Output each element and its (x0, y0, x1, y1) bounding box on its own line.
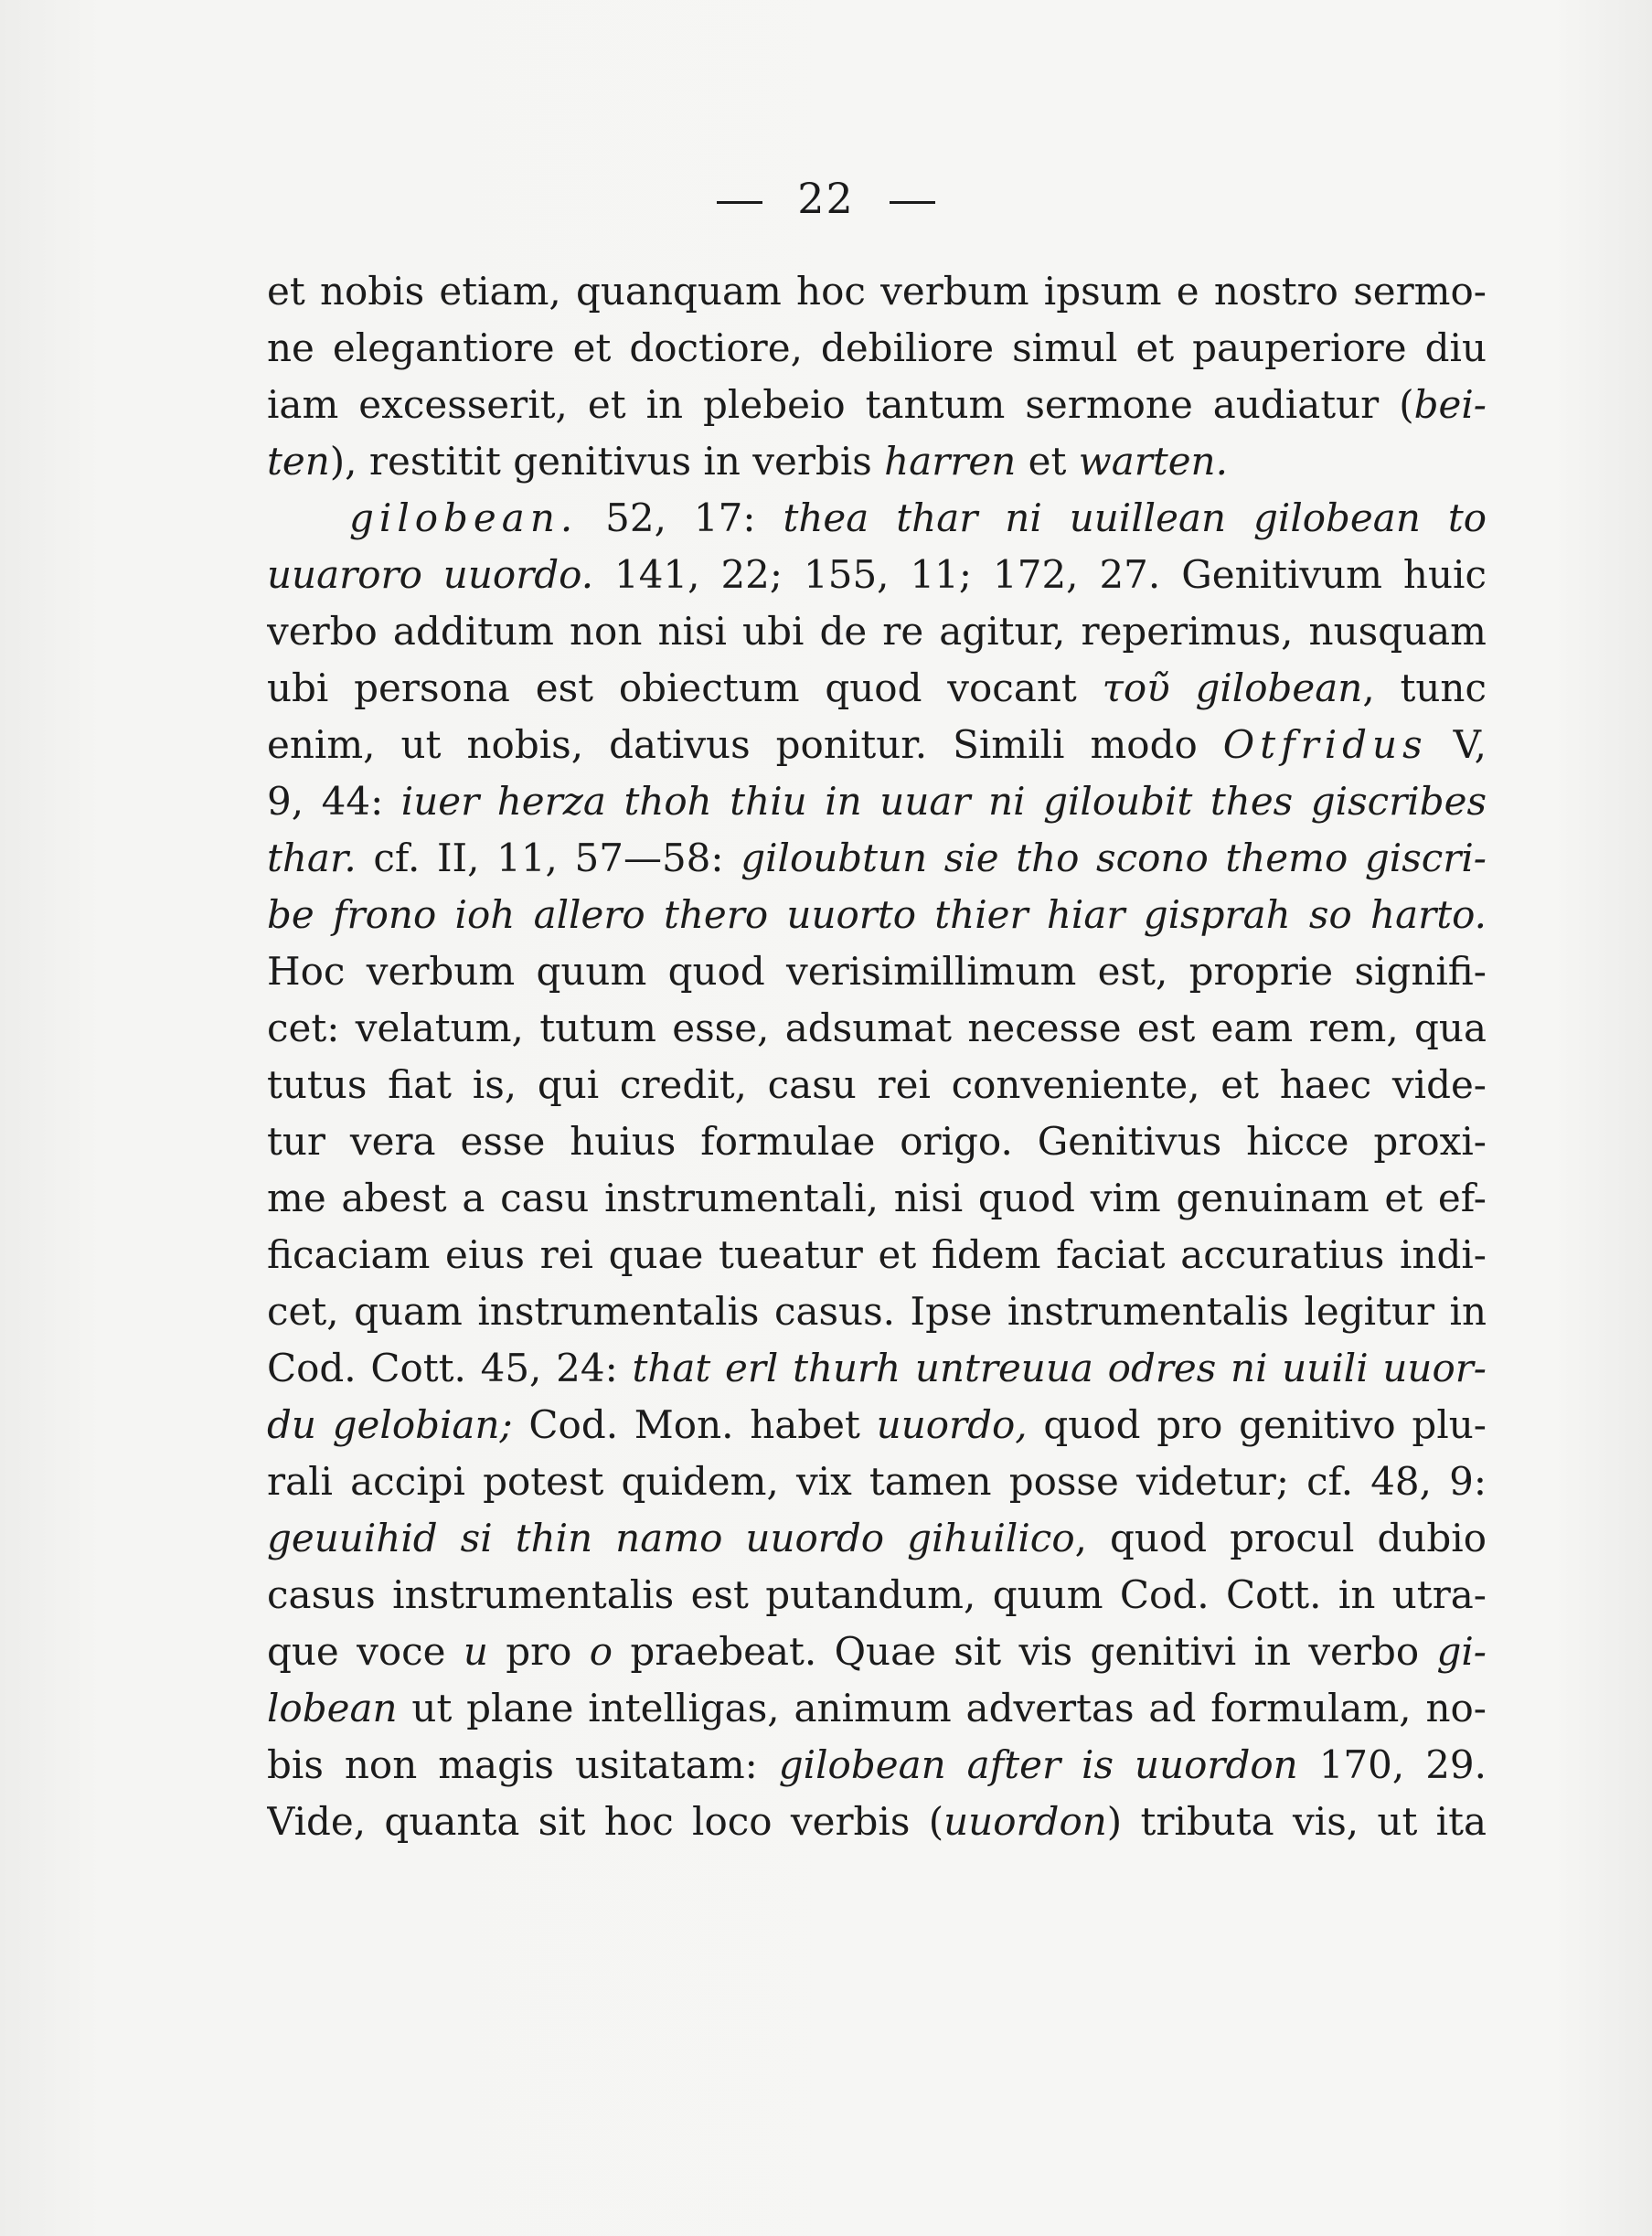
text-run: et nobis etiam, quanquam hoc verbum ipsum e nostro sermo- (267, 269, 1487, 314)
italic-run: τοῦ gilobean (1102, 665, 1363, 710)
italic-run: be frono ioh allero thero uuorto thier hiar gisprah so harto. (267, 892, 1487, 937)
text-line (267, 1680, 1487, 1737)
text-line (267, 1737, 1487, 1794)
text-line (267, 263, 1487, 320)
text-run: ), restitit genitivus in verbis (329, 439, 885, 484)
italic-run: lobean (267, 1686, 398, 1730)
text-run: praebeat. Quae sit vis genitivi in verbo (613, 1629, 1437, 1674)
text-run: que voce (267, 1629, 464, 1674)
text-run: et (1016, 439, 1079, 484)
text-line (267, 660, 1487, 717)
text-run: ut plane intelligas, animum advertas ad formulam, no- (397, 1686, 1487, 1730)
text-run: 52, 17: (578, 495, 783, 540)
text-run: verbo additum non nisi ubi de re agitur, reperimus, nusquam (267, 609, 1487, 654)
text-line (267, 547, 1487, 603)
text-run: , quod procul dubio (1074, 1516, 1487, 1560)
text-line (267, 887, 1487, 943)
italic-run: uuordon (943, 1799, 1107, 1844)
italic-run: ten (267, 439, 330, 484)
italic-run: bei- (1413, 382, 1487, 427)
header-dash-left (717, 201, 762, 204)
text-run: 141, 22; 155, 11; 172, 27. Genitivum huic (593, 552, 1487, 597)
text-run: Vide, quanta sit hoc loco verbis ( (267, 1799, 944, 1844)
text-line (267, 717, 1487, 773)
text-run: , tunc (1362, 665, 1487, 710)
text-run: cf. II, 11, 57—58: (356, 836, 741, 880)
text-run: Cod. Cott. 45, 24: (267, 1346, 633, 1390)
text-run: Cod. Mon. habet (512, 1402, 877, 1447)
text-line (267, 603, 1487, 660)
page-header (0, 174, 1652, 223)
text-line (267, 1453, 1487, 1510)
text-run: tutus fiat is, qui credit, casu rei conveniente, et haec vide- (267, 1062, 1487, 1107)
text-run: rali accipi potest quidem, vix tamen posse videtur; cf. 48, 9: (267, 1459, 1487, 1504)
text-run: ) tributa vis, ut ita (1106, 1799, 1487, 1844)
italic-run: giloubtun sie tho scono themo giscri- (741, 836, 1487, 880)
text-run: cet, quam instrumentalis casus. Ipse instrumentalis legitur in (267, 1289, 1487, 1334)
text-line (267, 433, 1487, 490)
text-run: Hoc verbum quum quod verisimillimum est, proprie signifi- (267, 949, 1487, 994)
italic-run: uuordo, (876, 1402, 1028, 1447)
italic-run: Otfridus (1222, 722, 1428, 767)
italic-run: thea thar ni uuillean gilobean to (783, 495, 1487, 540)
text-run: 9, 44: (267, 779, 401, 824)
text-line (267, 377, 1487, 433)
italic-run: harren (884, 439, 1017, 484)
text-run: enim, ut nobis, dativus ponitur. Simili modo (267, 722, 1223, 767)
text-line (267, 320, 1487, 377)
text-line (267, 1794, 1487, 1850)
italic-run: gilobean. (349, 495, 579, 540)
text-run: ficaciam eius rei quae tueatur et fidem faciat accuratius indi- (267, 1232, 1487, 1277)
page-number: 22 (797, 174, 855, 223)
text-line (267, 1227, 1487, 1283)
text-run: 170, 29. (1297, 1742, 1487, 1787)
text-run: quod pro genitivo plu- (1027, 1402, 1487, 1447)
text-run: pro (487, 1629, 590, 1674)
italic-run: gi- (1436, 1629, 1487, 1674)
italic-run: o (589, 1629, 613, 1674)
italic-run: du gelobian; (267, 1402, 513, 1447)
header-dash-right (890, 201, 935, 204)
text-run: me abest a casu instrumentali, nisi quod vim genuinam et ef- (267, 1176, 1487, 1220)
italic-run: gilobean after is uuordon (778, 1742, 1298, 1787)
text-run: cet: velatum, tutum esse, adsumat necesse est eam rem, qua (267, 1006, 1487, 1050)
text-line (267, 1057, 1487, 1113)
text-line (267, 773, 1487, 830)
text-line (267, 1510, 1487, 1567)
text-line (267, 943, 1487, 1000)
text-line (267, 1340, 1487, 1397)
text-line (267, 1567, 1487, 1624)
italic-run: u (463, 1629, 488, 1674)
body-text (267, 263, 1487, 1850)
text-line (267, 490, 1487, 547)
italic-run: that erl thurh untreuua odres ni uuili uuor- (632, 1346, 1487, 1390)
italic-run: uuaroro uuordo. (267, 552, 594, 597)
text-run: ubi persona est obiectum quod vocant (267, 665, 1103, 710)
text-line (267, 1170, 1487, 1227)
text-line (267, 1283, 1487, 1340)
text-run: ne elegantiore et doctiore, debiliore simul et pauperiore diu (267, 325, 1487, 370)
text-run: tur vera esse huius formulae origo. Genitivus hicce proxi- (267, 1119, 1487, 1164)
italic-run: thar. (267, 836, 357, 880)
text-line (267, 1000, 1487, 1057)
text-run: iam excesserit, et in plebeio tantum sermone audiatur ( (267, 382, 1414, 427)
text-line (267, 1113, 1487, 1170)
text-run: V, (1427, 722, 1487, 767)
italic-run: geuuihid si thin namo uuordo gihuilico (267, 1516, 1075, 1560)
text-line (267, 830, 1487, 887)
italic-run: warten. (1078, 439, 1228, 484)
italic-run: iuer herza thoh thiu in uuar ni giloubit thes giscribes (400, 779, 1487, 824)
text-line (267, 1397, 1487, 1453)
text-line (267, 1624, 1487, 1680)
text-run: bis non magis usitatam: (267, 1742, 779, 1787)
text-run: casus instrumentalis est putandum, quum Cod. Cott. in utra- (267, 1572, 1487, 1617)
